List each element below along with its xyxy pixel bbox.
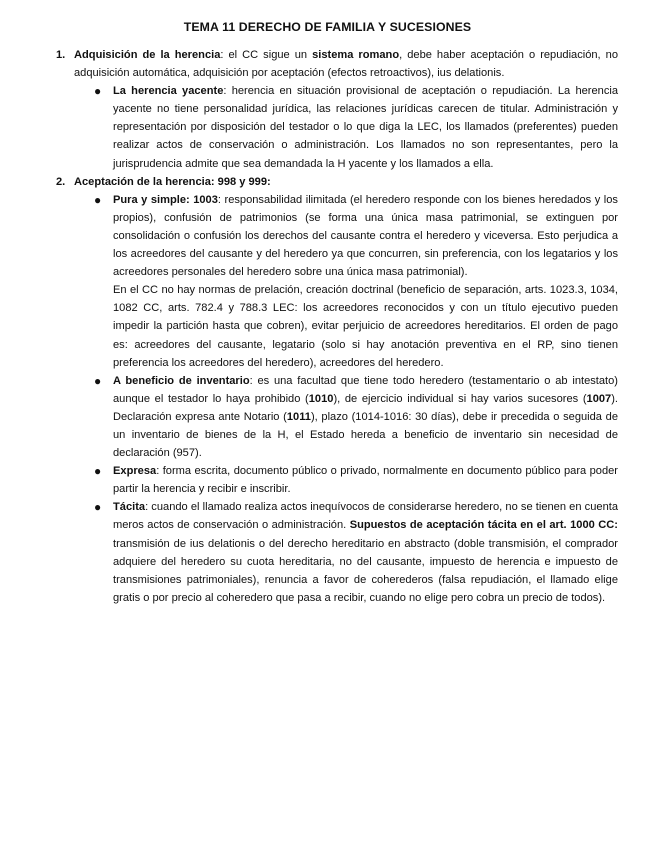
section-1 [56,46,618,82]
bullet-label: A beneficio de inventario [113,374,250,387]
bullet-label: Expresa [113,465,157,478]
bullet-expresa [56,462,618,498]
section-1-number: 1. [56,49,66,61]
bullet-dot: ● [94,192,102,207]
article-ref: 1010 [308,392,334,405]
page-title: TEMA 11 DERECHO DE FAMILIA Y SUCESIONES [183,20,472,34]
section-2-heading: Aceptación de la herencia: 998 y 999: [74,175,271,188]
section-1-term: sistema romano [312,49,400,61]
bullet-text: ). Declaración expresa ante Notario ( [113,392,619,423]
bullet-label: Tácita [113,501,146,514]
bullet-text: transmisión de ius delationis o del derecho hereditario en abstracto (doble transmisión, el comprador adquiere del heredero su cuota hereditaria, no del causante, impuesto de herencia e impuesto de transmisiones patrimoniales), renuncia a favor de coherederos (falsa repudiación, el llamado elige gratis o por precio al coheredero que pasa a recibir, cuando no elige pero cobra un precio de todos). [113,537,618,604]
bullet-text: : es una facultad que tiene todo heredero (testamentario o ab intestato) aunque el testador lo haya prohibido ( [113,374,618,405]
bullet-dot: ● [94,373,102,388]
bullet-dot: ● [94,500,102,515]
bullet-text: : herencia en situación provisional de aceptación o repudiación. La herencia yacente no tiene personalidad jurídica, las relaciones jurídicas carecen de titular. Administración y representación por disposición del testador o lo que diga la LEC, los llamados (preferentes) pueden realizar actos de conservación o administración. Los llamados no son representantes, pero la jurisprudencia admite que sea demandada la H yacente y los llamados a ella. [113,85,619,170]
bullet-text: : responsabilidad ilimitada (el heredero responde con los bienes heredados y los propios), confusión de patrimonios (se forma una única masa patrimonial, se extinguen por consolidación o confusión los derechos del causante contra el heredero y viceversa. Esto perjudica a los acreedores del causante y del heredero ya que concurren, sin preferencia, con los legatarios y los acreedores personales del heredero sobre una única masa patrimonial). [113,193,618,279]
bullet-label: Pura y simple: 1003 [113,193,218,206]
section-1-text-b: , debe haber aceptación o repudiación, no adquisición automática, adquisición por aceptación (efectos retroactivos), ius delationis. [74,49,618,80]
bullet-text: ), plazo (1014-1016: 30 días), debe ir precedida o seguida de un inventario de bienes de la H, el Estado hereda a beneficio de inventario sin necesidad de declaración (957). [113,410,618,460]
document-body [56,46,618,607]
bullet-text: ), de ejercicio individual si hay varios sucesores ( [333,392,587,405]
article-ref: 1011 [286,410,311,423]
bullet-beneficio-inventario [56,372,618,462]
bullet-dot: ● [94,464,102,479]
bullet-tacita [56,498,618,607]
bullet-subheading: Supuestos de aceptación tácita en el art. 1000 CC: [349,519,618,532]
section-2-number: 2. [56,175,66,188]
bullet-dot: ● [94,84,102,99]
bullet-pura-y-simple-continuation: En el CC no hay normas de prelación, creación doctrinal (beneficio de separación, arts. 1023.3, 1034, 1082 CC, arts. 782.4 y 788.3 LEC: los acreedores reconocidos y con un título ejecutivo pueden impedir la partición hasta que cobren), evitar perjuicio de acreedores hereditarios. El orden de pago es: acreedores del causante, legatario (solo si hay anotación preventiva en el RP, sino tienen preferencia los acreedores del heredero), acreedores del heredero. [113,284,618,369]
section-1-text-a: : el CC sigue un [220,49,313,61]
section-1-heading: Adquisición de la herencia [74,49,221,61]
bullet-text: : cuando el llamado realiza actos inequívocos de considerarse heredero, no se tienen en cuenta meros actos de conservación o administración. [113,501,618,532]
bullet-label: La herencia yacente [113,85,224,98]
article-ref: 1007 [586,392,612,405]
bullet-pura-y-simple [56,191,618,281]
bullet-text: : forma escrita, documento público o privado, normalmente en documento público para poder partir la herencia y recibir e inscribir. [113,465,618,496]
bullet-herencia-yacente [56,82,618,172]
section-2 [56,173,618,191]
